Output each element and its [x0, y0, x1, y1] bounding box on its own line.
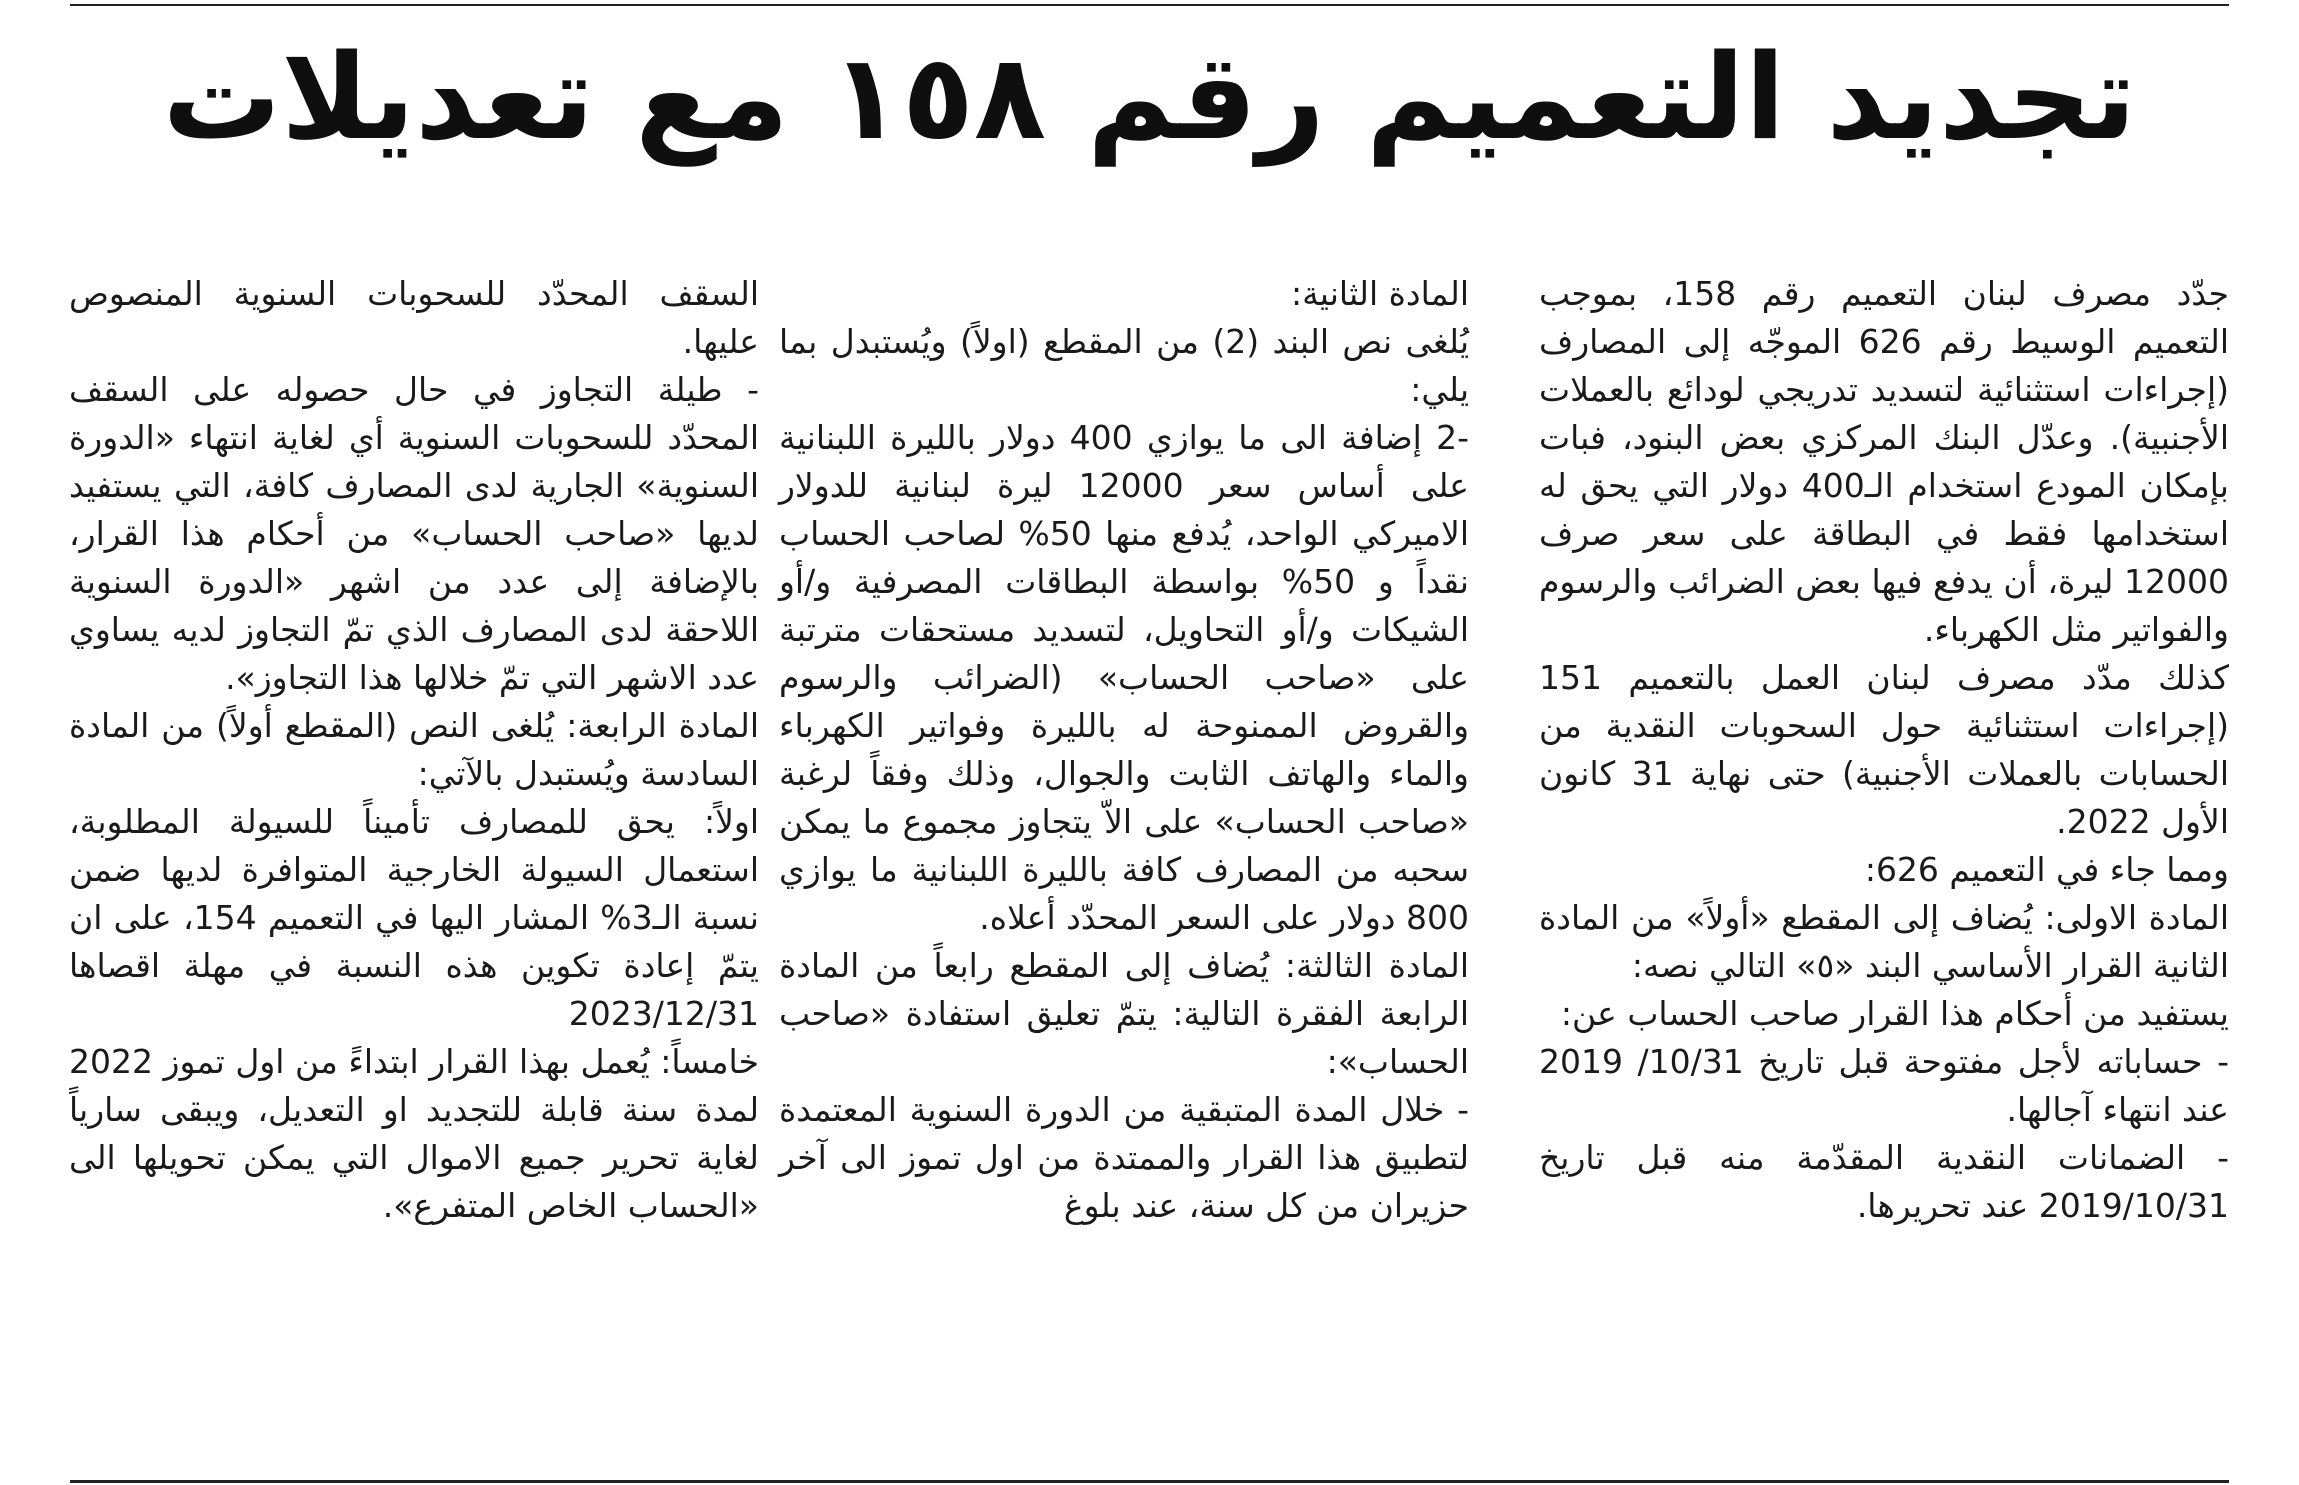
paragraph: المادة الثانية:	[1290, 274, 1469, 313]
paragraph: - الضمانات النقدية المقدّمة منه قبل تاريخ 2019/10/31 عند تحريرها.	[1539, 1138, 2229, 1225]
paragraph: ومما جاء في التعميم 626:	[1864, 850, 2229, 889]
article-column-3	[69, 270, 759, 1230]
paragraph: يستفيد من أحكام هذا القرار صاحب الحساب عن:	[1560, 994, 2229, 1033]
paragraph: يُلغى نص البند (2) من المقطع (اولاً) ويُستبدل بما يلي:	[779, 322, 1470, 409]
paragraph: السقف المحدّد للسحوبات السنوية المنصوص عليها.	[69, 274, 759, 361]
paragraph: -2 إضافة الى ما يوازي 400 دولار بالليرة اللبنانية على أساس سعر 12000 ليرة لبنانية للدولار الاميركي الواحد، يُدفع منها 50% لصاحب الحساب نقداً و 50% بواسطة البطاقات المصرفية و/أو الشيكات و/أو التحاويل، لتسديد مستحقات مترتبة على «صاحب الحساب» (الضرائب والرسوم والقروض الممنوحة له بالليرة وفواتير الكهرباء والماء والهاتف الثابت والجوال، وذلك وفقاً لرغبة «صاحب الحساب» على الاّ يتجاوز مجموع ما يمكن سحبه من المصارف كافة بالليرة اللبنانية ما يوازي 800 دولار على السعر المحدّد أعلاه.	[779, 418, 1469, 937]
article-column-2	[779, 270, 1469, 1230]
paragraph: جدّد مصرف لبنان التعميم رقم 158، بموجب التعميم الوسيط رقم 626 الموجّه إلى المصارف (إجراءات استثنائية لتسديد تدريجي لودائع بالعملات الأجنبية). وعدّل البنك المركزي بعض البنود، فبات بإمكان المودع استخدام الـ400 دولار التي يحق له استخدامها فقط في البطاقة على سعر صرف 12000 ليرة، أن يدفع فيها بعض الضرائب والرسوم والفواتير مثل الكهرباء.	[1539, 274, 2229, 649]
paragraph: خامساً: يُعمل بهذا القرار ابتداءً من اول تموز 2022 لمدة سنة قابلة للتجديد او التعديل، ويبقى سارياً لغاية تحرير جميع الاموال التي يمكن تحويلها الى «الحساب الخاص المتفرع».	[69, 1042, 759, 1225]
bottom-rule	[70, 1480, 2229, 1483]
paragraph: المادة الاولى: يُضاف إلى المقطع «أولاً» من المادة الثانية القرار الأساسي البند «٥» التالي نصه:	[1539, 898, 2229, 985]
paragraph: - طيلة التجاوز في حال حصوله على السقف المحدّد للسحوبات السنوية أي لغاية انتهاء «الدورة السنوية» الجارية لدى المصارف كافة، التي يستفيد لديها «صاحب الحساب» من أحكام هذا القرار، بالإضافة إلى عدد من اشهر «الدورة السنوية اللاحقة لدى المصارف الذي تمّ التجاوز لديه يساوي عدد الاشهر التي تمّ خلالها هذا التجاوز».	[69, 370, 759, 697]
paragraph: - خلال المدة المتبقية من الدورة السنوية المعتمدة لتطبيق هذا القرار والممتدة من اول تموز الى آخر حزيران من كل سنة، عند بلوغ	[779, 1090, 1469, 1225]
paragraph: اولاً: يحق للمصارف تأميناً للسيولة المطلوبة، استعمال السيولة الخارجية المتوافرة لديها ضمن نسبة الـ3% المشار اليها في التعميم 154، على ان يتمّ إعادة تكوين هذه النسبة في مهلة اقصاها 2023/12/31	[69, 802, 759, 1033]
article-column-1	[1539, 270, 2229, 1230]
top-rule	[70, 4, 2229, 6]
paragraph: المادة الرابعة: يُلغى النص (المقطع أولاً) من المادة السادسة ويُستبدل بالآتي:	[69, 706, 759, 793]
paragraph: كذلك مدّد مصرف لبنان العمل بالتعميم 151 (إجراءات استثنائية حول السحوبات النقدية من الحسابات بالعملات الأجنبية) حتى نهاية 31 كانون الأول 2022.	[1539, 658, 2229, 841]
paragraph: - حساباته لأجل مفتوحة قبل تاريخ 10/31/ 2019 عند انتهاء آجالها.	[1539, 1042, 2230, 1129]
article-headline: تجديد التعميم رقم ١٥٨ مع تعديلات	[162, 28, 2137, 166]
paragraph: المادة الثالثة: يُضاف إلى المقطع رابعاً من المادة الرابعة الفقرة التالية: يتمّ تعليق استفادة «صاحب الحساب»:	[779, 946, 1469, 1081]
